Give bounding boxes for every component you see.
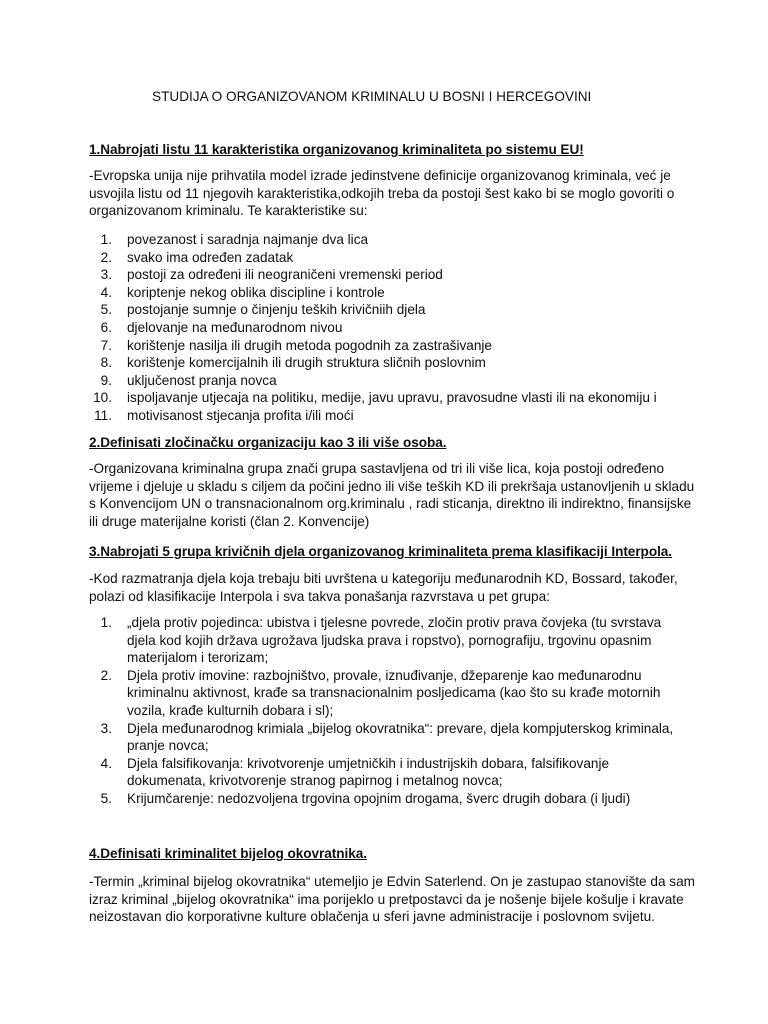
section-3-paragraph [89, 570, 689, 605]
list-item: 5. postojanje sumnje o činjenju teških krivičniih djela [100, 302, 426, 318]
list-item: 2. svako ima određen zadatak [100, 249, 294, 265]
section-4-heading: 4.Definisati kriminalitet bijelog okovratnika. [89, 846, 367, 861]
section-1-list [78, 231, 678, 425]
paragraph-line: s Konvencijom UN o transnacionalnom org.kriminalu , radi sticanja, direktno ili indirektno, finansijske [89, 496, 692, 512]
paragraph-line: organizovanom kriminalu. Te karakteristike su: [89, 203, 368, 219]
list-item: 2. Djela protiv imovine: razbojništvo, provale, iznuđivanje, džeparenje kao međunarodnu kriminalnu aktivnost, krađe sa transnacionalnim posljedicama (kao što su krađe motornih vozila, krađe kulturnih dobara i sl); [100, 667, 661, 718]
paragraph-line: izraz kriminal „bijelog okovratnika“ ima porijeklo u pretpostavci da je nošenje bijele košulje i kravate [89, 891, 684, 907]
section-3-heading: 3.Nabrojati 5 grupa krivičnih djela organizovanog kriminaliteta prema klasifikaciji Interpola. [89, 544, 673, 559]
section-4-paragraph [89, 873, 695, 926]
list-item: 11. motivisanost stjecanja profita i/ili moći [94, 407, 354, 423]
section-1-paragraph [89, 167, 689, 220]
list-item: 3. postoji za određeni ili neograničeni vremenski period [100, 267, 443, 283]
paragraph-line: -Kod razmatranja djela koja trebaju biti uvrštena u kategoriju međunarodnih KD, Bossard, također, [89, 571, 678, 586]
list-item: 8. korištenje komercijalnih ili drugih struktura sličnih poslovnim [100, 355, 486, 371]
list-item: 5. Krijumčarenje: nedozvoljena trgovina opojnim drogama, šverc drugih dobara (i ljudi) [100, 790, 631, 806]
list-item: 3. Djela međunarodnog krimiala „bijelog okovratnika“: prevare, djela kompjuterskog kriminala, pranje novca; [100, 720, 674, 754]
paragraph-line: vrijeme i djeluje u skladu s ciljem da počini jedno ili više teških KD ili prekršaja ustanovljenih u skladu [89, 478, 695, 494]
list-item: 4. koriptenje nekog oblika discipline i kontrole [100, 284, 385, 300]
section-1-heading: 1.Nabrojati listu 11 karakteristika organizovanog kriminaliteta po sistemu EU! [89, 142, 584, 157]
list-item: 1. povezanost i saradnja najmanje dva lica [100, 232, 369, 247]
section-2-paragraph [89, 460, 695, 530]
paragraph-line: neizostavan dio korporativne kulture oblačenja u sferi javne administracije i poslovnom svijetu. [89, 909, 655, 925]
list-item: 9. uključenost pranja novca [100, 372, 277, 388]
list-item: 4. Djela falsifikovanja: krivotvorenje umjetničkih i industrijskih dobara, falsifikovanje dokumenata, krivotvorenje stranog papirnog i metalnog novca; [100, 755, 610, 789]
list-item: 10. ispoljavanje utjecaja na politiku, medije, javu upravu, pravosudne vlasti ili na ekonomiju i [93, 390, 657, 406]
paragraph-line: polazi od klasifikacije Interpola i sva takva ponašanja razvrstava u pet grupa: [89, 588, 550, 604]
paragraph-line: -Organizovana kriminalna grupa znači grupa sastavljena od tri ili više lica, koja postoji određeno [89, 461, 665, 476]
list-item: 7. korištenje nasilja ili drugih metoda pogodnih za zastrašivanje [100, 337, 492, 353]
paragraph-line: ili druge materijalne koristi (član 2. Konvencije) [89, 513, 370, 529]
paragraph-line: -Termin „kriminal bijelog okovratnika“ utemeljio je Edvin Saterlend. On je zastupao stanovište da sam [89, 874, 695, 889]
paragraph-line: -Evropska unija nije prihvatila model izrade jedinstvene definicije organizovanog kriminala, već je [89, 168, 671, 183]
section-2-heading: 2.Definisati zločinačku organizaciju kao 3 ili više osoba. [89, 435, 447, 450]
paragraph-line: usvojila listu od 11 njegovih karakteristika,odkojih treba da postoji šest kako bi se moglo govoriti o [89, 185, 675, 201]
document-title: STUDIJA O ORGANIZOVANOM KRIMINALU U BOSNI I HERCEGOVINI [152, 89, 592, 104]
list-item: 1. „djela protiv pojedinca: ubistva i tjelesne povrede, zločin protiv prava čovjeka (tu svrstava djela kod kojih država ugrožava ljudska prava i ropstvo), pornografiju, trgovinu opasnim materijalom i terorizam; [100, 615, 662, 666]
list-item: 6. djelovanje na međunarodnom nivou [100, 319, 343, 335]
section-3-list [78, 614, 678, 808]
